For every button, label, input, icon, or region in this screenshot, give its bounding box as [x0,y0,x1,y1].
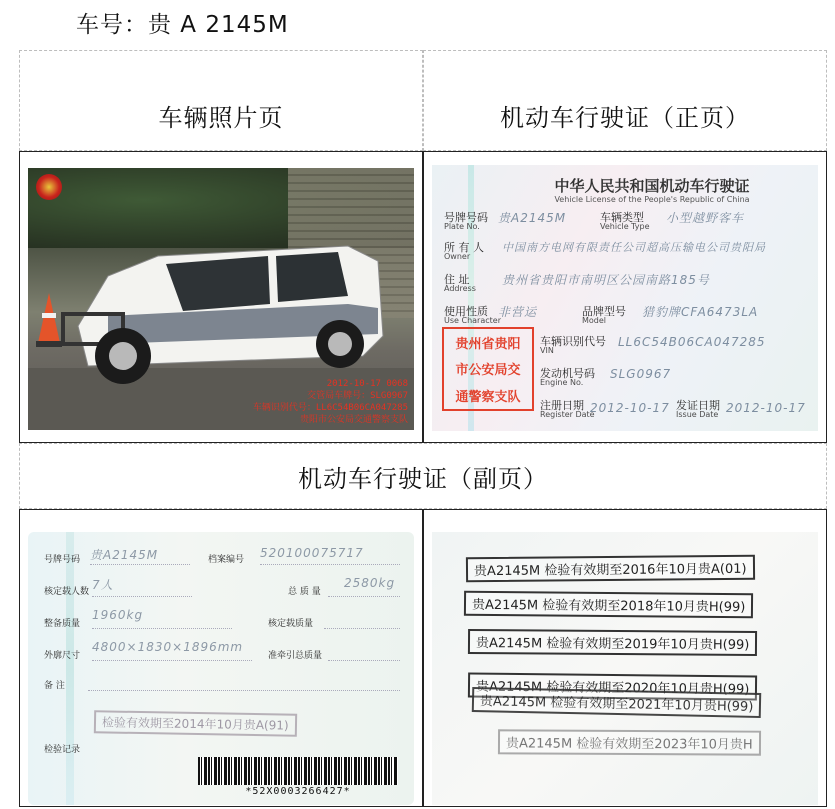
total-mass-value: 2580kg [344,576,396,590]
seal-line-3: 通警察支队 [455,390,521,406]
model-label: 品牌型号 [582,305,626,318]
inspection-record-card [432,532,818,805]
type-label-en: Vehicle Type [600,222,650,231]
vin-value: LL6C54B06CA047285 [618,335,766,349]
header-sub-text: 机动车行驶证（副页） [298,464,548,493]
dimensions-value: 4800×1830×1896mm [92,640,244,654]
vin-label-en: VIN [540,346,554,355]
photo-stamp-line4: 贵阳市公安局交通警察支队 [299,415,408,425]
car-photo [28,168,414,430]
police-seal-stamp [442,327,534,411]
license-sub-card [28,532,414,805]
seats-label: 核定载人数 [44,587,90,597]
photo-stamp-date: 2012-10-17 0068 [326,379,408,389]
model-value: 猎豹牌CFA6473LA [642,305,759,319]
address-label: 住 址 [444,273,470,286]
seats-value: 7人 [92,578,114,592]
file-no-value: 520100075717 [260,546,364,560]
remarks-label: 备 注 [44,681,65,691]
type-label: 车辆类型 [600,211,644,224]
model-label-en: Model [582,316,607,325]
dotted-line [328,660,400,661]
curb-mass-value: 1960kg [92,608,144,622]
white-suv-image [48,216,388,396]
license-front-cell [423,151,827,443]
curb-mass-label: 整备质量 [44,619,81,629]
dotted-line [260,564,400,565]
header-sub-page [19,443,827,509]
inspection-stamp-3: 贵A2145M 检验有效期至2019年10月贵H(99) [468,629,758,656]
issue-date-value: 2012-10-17 [726,401,806,415]
plate-value: 贵 A 2145M [148,12,289,38]
police-emblem-icon [36,174,62,200]
owner-label-en: Owner [444,252,471,261]
seal-line-1: 贵州省贵阳 [455,336,521,352]
engine-label: 发动机号码 [540,367,595,380]
header-front-text: 机动车行驶证（正页） [500,104,750,132]
type-value: 小型越野客车 [666,211,745,225]
register-date-label-en: Register Date [540,410,595,419]
inspection-record-label: 检验记录 [44,745,81,755]
document-table [19,50,827,807]
license-sub-cell [19,509,423,807]
sub-plate-value: 贵A2145M [90,548,159,562]
barcode [198,757,398,785]
plate-label-front: 号牌号码 [444,211,488,224]
total-mass-label: 总 质 量 [288,587,321,597]
dotted-line [328,596,400,597]
photo-stamp-line3: 车辆识别代号：LL6C54B06CA047285 [252,403,408,413]
dotted-line [92,660,252,661]
dotted-line [92,628,232,629]
use-label-en: Use Character [444,316,501,325]
photo-stamp-line2: 交管局车牌号：SLG0967 [307,391,408,401]
file-no-label: 档案编号 [208,555,245,565]
address-label-en: Address [444,284,476,293]
use-value: 非营运 [498,305,538,319]
owner-value: 中国南方电网有限责任公司超高压输电公司贵阳局 [502,241,766,254]
header-photo-page [19,50,423,151]
dimensions-label: 外廓尺寸 [44,651,81,661]
rated-load-label: 核定载质量 [268,619,314,629]
engine-value: SLG0967 [610,367,672,381]
plate-label: 车号： [76,12,148,38]
use-label: 使用性质 [444,305,488,318]
record-stamp-faded: 检验有效期至2014年10月贵A(91) [94,710,297,737]
address-value: 贵州省贵阳市南明区公园南路185号 [502,273,710,287]
dotted-line [90,564,190,565]
plate-label-en: Plate No. [444,222,480,231]
car-photo-cell [19,151,423,443]
header-front-page [423,50,827,151]
sub-plate-label: 号牌号码 [44,555,81,565]
dotted-line [92,596,192,597]
inspection-stamp-4: 贵A2145M 检验有效期至2020年10月贵H(99) [468,672,758,700]
inspection-stamp-1: 贵A2145M 检验有效期至2016年10月贵A(01) [466,555,755,583]
issue-date-label-en: Issue Date [676,410,719,419]
owner-label: 所 有 人 [444,241,484,254]
inspection-cell [423,509,827,807]
register-date-label: 注册日期 [540,399,584,412]
plate-number-line [76,6,289,39]
license-title: 中华人民共和国机动车行驶证 [554,177,750,195]
dotted-line [88,690,400,691]
barcode-text: *52X0003266427* [245,786,351,797]
issue-date-label: 发证日期 [676,399,720,412]
security-strip-sub [66,532,74,805]
register-date-value: 2012-10-17 [590,401,670,415]
seal-line-2: 市公安局交 [455,363,521,379]
inspection-stamp-2: 贵A2145M 检验有效期至2018年10月贵H(99) [464,591,754,619]
tow-mass-label: 准牵引总质量 [268,651,323,661]
inspection-stamp-5: 贵A2145M 检验有效期至2021年10月贵H(99) [472,687,762,718]
inspection-stamp-6: 贵A2145M 检验有效期至2023年10月贵H [498,729,761,755]
header-photo-text: 车辆照片页 [158,104,284,132]
engine-label-en: Engine No. [540,378,584,387]
license-front-card [432,165,818,431]
dotted-line [324,628,400,629]
vin-label: 车辆识别代号 [540,335,606,348]
plate-value-front: 贵A2145M [498,211,567,225]
license-subtitle: Vehicle License of the People's Republic of China [554,195,750,204]
